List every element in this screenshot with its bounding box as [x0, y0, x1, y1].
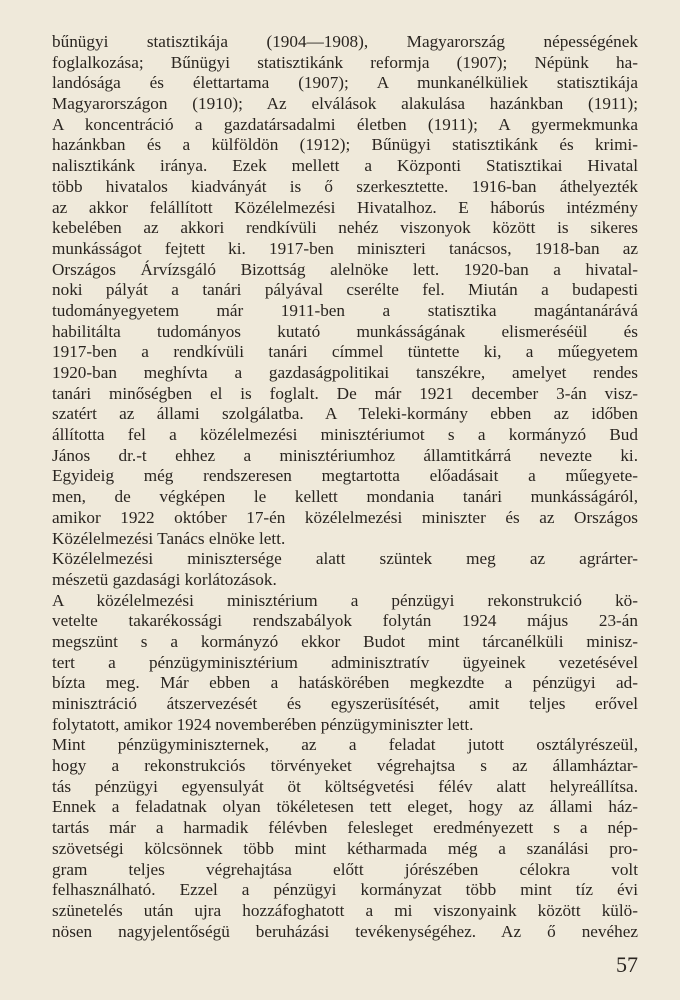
text-line: állította fel a közélelmezési minisztériumot s a kormányzó Bud — [52, 425, 638, 445]
text-line: tudományegyetem már 1911-ben a statisztika magántanárává — [52, 300, 638, 320]
text-line: 1920-ban meghívta a gazdaságpolitikai tanszékre, amelyet rendes — [52, 363, 638, 382]
text-line: folytatott, amikor 1924 novemberében pénzügyminiszter lett. — [52, 714, 474, 734]
text-line: Magyarországon (1910); Az elválások alakulása hazánkban (1911); — [52, 94, 638, 114]
text-line: nösen nagyjelentőségü beruházási tevékenységéhez. Az ő nevéhez — [52, 921, 638, 941]
text-line: nalisztikánk iránya. Ezek mellett a Központi Statisztikai Hivatal — [52, 156, 638, 176]
text-line: Ennek a feladatnak olyan tökéletesen tett eleget, hogy az állami ház- — [52, 797, 638, 817]
text-line: habilitálta tudományos kutató munkásságának elismeréséül és — [52, 321, 638, 341]
text-line: szatért az állami szolgálatba. A Teleki-kormány ebben az időben — [52, 404, 638, 424]
text-line: megszünt s a kormányzó ekkor Budot mint tárcanélküli minisz- — [52, 631, 638, 651]
text-line: több hivatalos kiadványát is ő szerkesztette. 1916-ban áthelyezték — [52, 176, 638, 196]
text-line: Országos Árvízsgáló Bizottság alelnöke lett. 1920-ban a hivatal- — [52, 259, 638, 279]
text-line: tás pénzügyi egyensulyát öt költségvetési félév alatt helyreállítsa. — [52, 776, 638, 796]
text-line: tert a pénzügyminisztérium adminisztratív ügyeinek vezetésével — [52, 652, 638, 672]
text-line: foglalkozása; Bűnügyi statisztikánk reformja (1907); Népünk ha- — [52, 52, 638, 72]
text-line: amikor 1922 október 17-én közélelmezési miniszter és az Országos — [52, 507, 638, 527]
text-line: bízta meg. Már ebben a hatáskörében megkezdte a pénzügyi ad- — [52, 673, 638, 693]
text-line: Közélelmezési minisztersége alatt szüntek meg az agrárter- — [52, 549, 638, 569]
text-line: az akkor felállított Közélelmezési Hivatalhoz. E háborús intézmény — [52, 197, 638, 217]
text-line: vetelte takarékossági rendszabályok folytán 1924 május 23-án — [52, 611, 638, 631]
text-line: landósága és élettartama (1907); A munkanélküliek statisztikája — [52, 73, 638, 93]
text-line: Mint pénzügyminiszternek, az a feladat jutott osztályrészeül, — [52, 735, 638, 755]
text-line: János dr.-t ehhez a minisztériumhoz államtitkárrá nevezte ki. — [52, 445, 638, 465]
text-line: gram teljes végrehajtása előtt jórészében célokra volt — [52, 859, 638, 879]
text-line: Közélelmezési Tanács elnöke lett. — [52, 528, 286, 548]
page-number: 57 — [616, 952, 638, 977]
text-line: szövetségi kölcsönnek több mint kétharmada még a szanálási pro- — [52, 838, 638, 858]
text-line: men, de végképen le kellett mondania tanári munkásságáról, — [52, 487, 638, 507]
text-line: munkásságot fejtett ki. 1917-ben miniszteri tanácsos, 1918-ban az — [52, 238, 638, 258]
text-line: tartás már a harmadik félévben felesleget eredményezett s a nép- — [52, 818, 638, 838]
text-line: bűnügyi statisztikája (1904—1908), Magyarország népességének — [52, 32, 638, 51]
text-line: 1917-ben a rendkívüli tanári címmel tüntette ki, a műegyetem — [52, 342, 638, 362]
text-line: felhasználható. Ezzel a pénzügyi kormányzat több mint tíz évi — [52, 880, 638, 900]
text-line: noki pályát a tanári pályával cserélte fel. Miután a budapesti — [52, 280, 638, 300]
text-line: A koncentráció a gazdatársadalmi életben (1911); A gyermekmunka — [52, 114, 638, 134]
text-line: szünetelés után ujra hozzáfoghatott a mi viszonyaink között külö- — [52, 900, 638, 920]
text-line: minisztráció átszervezését és egyszerüsítését, amit teljes erővel — [52, 694, 638, 713]
text-line: Egyideig még rendszeresen megtartotta előadásait a műegyete- — [52, 466, 638, 486]
text-line: hogy a rekonstrukciós törvényeket végrehajtsa s az államháztar- — [52, 756, 638, 776]
text-line: kebelében az akkori rendkívüli nehéz viszonyok között is sikeres — [52, 218, 638, 238]
text-body — [52, 32, 638, 942]
text-line: A közélelmezési minisztérium a pénzügyi rekonstrukció kö- — [52, 590, 638, 610]
text-line: mészetü gazdasági korlátozások. — [52, 569, 277, 589]
text-line: tanári minőségben el is foglalt. De már 1921 december 3-án visz- — [52, 383, 638, 403]
text-line: hazánkban és a külföldön (1912); Bűnügyi statisztikánk és krimi- — [52, 135, 638, 155]
